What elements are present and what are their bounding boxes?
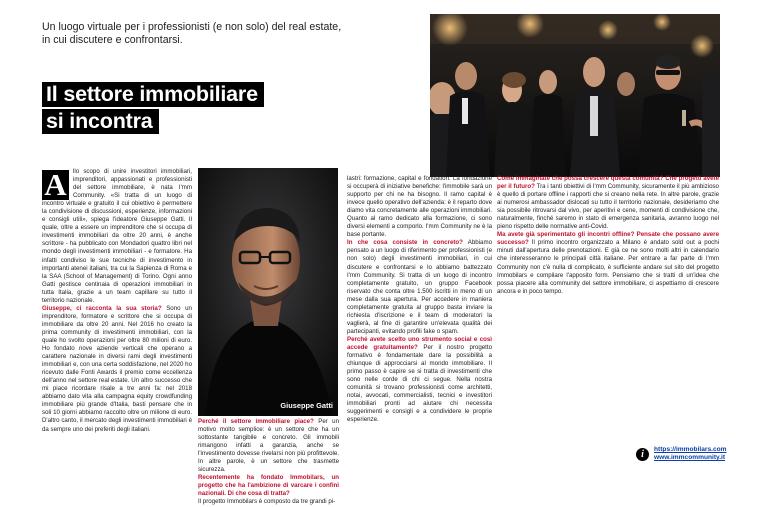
- question: Giuseppe, ci racconta la sua storia?: [42, 304, 162, 312]
- paragraph: Abbiamo pensato a un luogo di riferimento per professionisti (e non solo) degli investimenti immobiliari, in cui discutere e confrontarsi e lo abbiamo battezzato I'mm Community. Si tratta di un luogo di incontro completamente gratuito, un gruppo Facebook riservato che conta oltre 1.500 iscritti in meno di un mese dalla sua apertura. Per accedere in maniera completamente gratuita al gruppo basta inviare la richiesta d'iscrizione e il team di moderatori la vaglierà, al fine di garantire un'elevata qualità dei partecipanti, evitando profili fake o spam.: [347, 239, 492, 335]
- paragraph: Il primo incontro organizzato a Milano è andato sold out a pochi minuti dall'apertura delle prenotazioni. E già ce ne sono molti altri in calendario che interesseranno le principali città italiane. Per entrare a far parte di I'mm Community non c'è nulla di complicato, è sufficiente andare sul sito del progetto Immobilars e compilare l'apposito form. Pensiamo che si tratti di un'idea che possa piacere alla community del settore immobiliare, ci aspettiamo di crescere ancora e in poco tempo.: [497, 239, 719, 295]
- event-photo: [430, 14, 720, 177]
- question: Ma avete già sperimentato gli incontri offline? Pensate che possano avere successo?: [497, 231, 719, 247]
- paragraph: llo scopo di unire investitori immobiliari, imprenditori, appassionati e professionisti del settore immobiliare, è nata I'mm Community. «Si tratta di un luogo di incontro virtuale e gratuito il cui obiettivo è permettere la condivisione di discussioni, esperienze, informazioni e consigli utili», spiega l'ideatore Giuseppe Gatti. Il quale, oltre a essere un imprenditore che si occupa di investimenti immobiliari da oltre 20 anni, è anche scrittore - ha pubblicato con Mondadori quattro libri nel mondo degli investimenti immobiliari - e formatore. Ha infatti condiviso le sue tecniche di investimento in importanti atenei italiani, tra cui la Sapienza di Roma e la SAA (School of Management) di Torino. Ogni anno Gatti gestisce centinaia di operazioni immobiliari in tutta Italia, grazie a un team capillare su tutto il territorio nazionale.: [42, 168, 192, 304]
- paragraph: Tra i tanti obiettivi di I'mm Community, sicuramente il più ambizioso è quello di portare offline i rapporti che si creano nella rete. In altre parole, grazie ai numerosi ambassador dislocati su tutto il territorio nazionale, desideriamo che sia possibile ritrovarsi dal vivo, per aperitivi e cene, momenti di condivisione che, naturalmente, finché saremo in stato di emergenza sanitaria, avranno luogo nel pieno rispetto delle normative anti-Covid.: [497, 183, 719, 231]
- article-column-2: [198, 418, 339, 507]
- question: In che cosa consiste in concreto?: [347, 239, 463, 247]
- info-icon: i: [636, 448, 649, 461]
- question: Recentemente ha fondato Immobilars, un progetto che ha l'ambizione di varcare i confini nazionali. Di che cosa di tratta?: [198, 474, 339, 498]
- article-column-1: [42, 168, 192, 434]
- article-column-4: [497, 175, 719, 296]
- question: Perché avete scelto uno strumento social e così accede gratuitamente?: [347, 335, 492, 351]
- page-title: [42, 82, 264, 136]
- portrait-caption: Giuseppe Gatti: [280, 401, 333, 410]
- title-line-2: si incontra: [42, 109, 159, 134]
- immobilars-link[interactable]: https://immobilars.com: [654, 446, 727, 453]
- paragraph: Per il nostro progetto formativo è fondamentale dare la possibilità a chiunque di approcciarsi al mondo immobiliare. Il primo passo è capire se si tratta di investimenti che sono nelle corde di chi ci segue. Nella nostra comunità si trovano professionisti come architetti, notai, avvocati, commercialisti, tecnici e investitori immobiliari pronti ad aiutare chi necessita suggerimenti e consigli e a condividere le proprie esperienze.: [347, 343, 492, 424]
- lead-text: [42, 21, 372, 47]
- question: Come immaginate che possa crescere questa comunità? Che progetti avete per il futuro?: [497, 175, 719, 191]
- info-links: [636, 446, 727, 462]
- immcommunity-link[interactable]: www.immcommunity.it: [654, 454, 726, 461]
- title-line-1: Il settore immobiliare: [42, 82, 264, 107]
- dropcap: A: [42, 170, 69, 200]
- paragraph: lastri: formazione, capital e fondation. La fondazione si occuperà di iniziative benefiche: l'immobile sarà un supporto per chi ne ha bisogno. Il ramo capital è invece quello operativo dell'azienda: è il reparto dove diamo vita concretamente alle operazioni immobiliari. Quanto al ramo dedicato alla formazione, ci sono diversi elementi a comporlo. I'mm Community ne è la base portante.: [347, 175, 492, 239]
- paragraph: Sono un imprenditore, formatore e scrittore che si occupa di immobiliare da oltre 20 anni. Nel 2016 ho creato la prima community di investimenti immobiliari, con la quale ho svolto operazioni per oltre 80 milioni di euro. Ho fondato nove aziende verticali che operano a carattere nazionale in diversi rami degli investimenti immobiliari e, con una certa soddisfazione, nel 2020 ho ricevuto dalle Fonti Awards il premio come eccellenza dell'anno nel settore real estate. Un altro successo che mi piace ricordare risale a tre anni fa: nel 2018 abbiamo dato vita alla campagna equity crowdfunding immobiliare più grande d'Italia, basti pensare che in soli 10 giorni abbiamo raccolto oltre un milione di euro. D'altro canto, il mercato degli investimenti immobiliari è da sempre uno dei preferiti degli italiani.: [42, 304, 192, 433]
- portrait-photo: [198, 168, 338, 416]
- paragraph: Per un motivo molto semplice: è un settore che ha un sottostante tangibile e concreto. Gli immobili rimangono infatti a garanzia, anche se l'investimento dovesse rivelarsi non più profittevole. In altre parole, è un settore che trasmette sicurezza.: [198, 418, 339, 474]
- lead-line-2: in cui discutere e confrontarsi.: [42, 34, 183, 46]
- paragraph: Il progetto Immobilars è composto da tre grandi pi-: [198, 498, 336, 506]
- lead-line-1: Un luogo virtuale per i professionisti (e non solo) del real estate,: [42, 21, 342, 33]
- question: Perché il settore immobiliare piace?: [198, 418, 314, 425]
- article-column-3: [347, 175, 492, 424]
